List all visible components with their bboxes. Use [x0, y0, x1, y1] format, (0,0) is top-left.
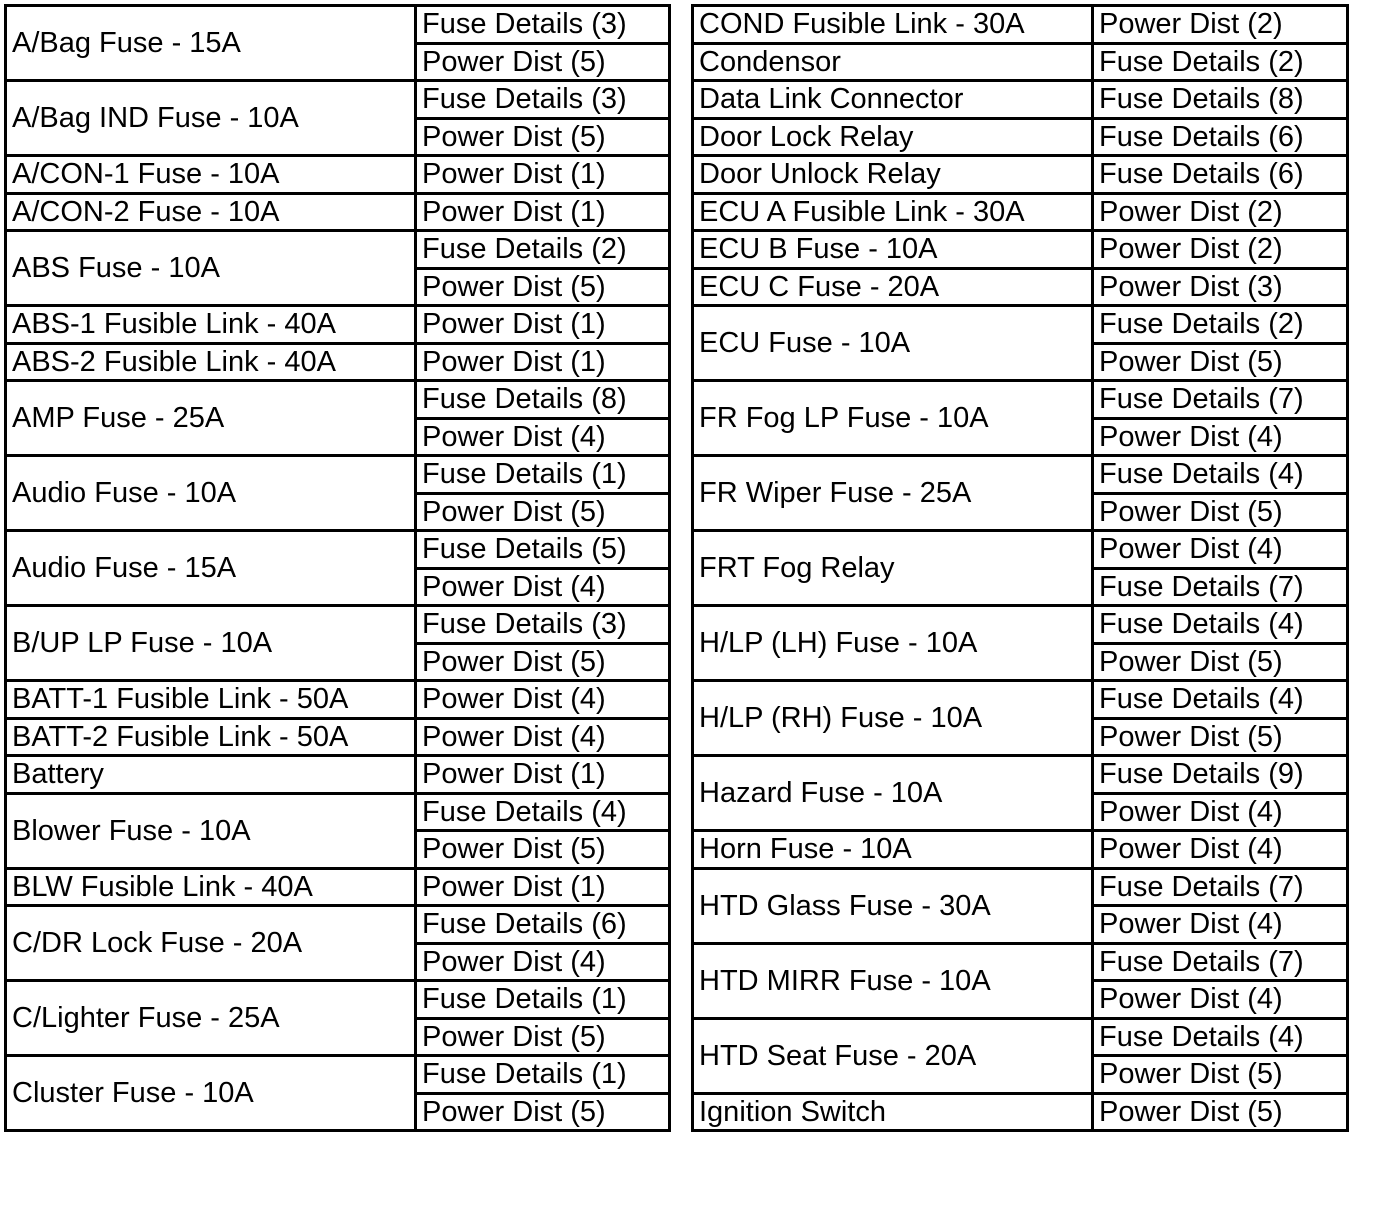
reference-cell: Power Dist (5) [416, 268, 670, 306]
reference-cell: Fuse Details (7) [1093, 381, 1348, 419]
component-name-cell: A/CON-1 Fuse - 10A [6, 156, 416, 194]
table-row [693, 531, 1348, 569]
table-row [693, 193, 1348, 231]
reference-cell: Power Dist (5) [416, 831, 670, 869]
component-name-cell: Door Lock Relay [693, 118, 1093, 156]
component-name-cell: C/DR Lock Fuse - 20A [6, 906, 416, 981]
component-name-cell: Battery [6, 756, 416, 794]
reference-cell: Fuse Details (6) [416, 906, 670, 944]
reference-cell: Power Dist (4) [1093, 793, 1348, 831]
component-name-cell: Door Unlock Relay [693, 156, 1093, 194]
reference-cell: Power Dist (2) [1093, 231, 1348, 269]
table-row [6, 981, 670, 1019]
component-name-cell: B/UP LP Fuse - 10A [6, 606, 416, 681]
table-row [6, 381, 670, 419]
table-row [6, 156, 670, 194]
table-row [6, 606, 670, 644]
reference-cell: Power Dist (3) [1093, 268, 1348, 306]
reference-cell: Power Dist (4) [1093, 981, 1348, 1019]
reference-cell: Fuse Details (2) [416, 231, 670, 269]
component-name-cell: Blower Fuse - 10A [6, 793, 416, 868]
table-row [693, 156, 1348, 194]
reference-cell: Fuse Details (7) [1093, 868, 1348, 906]
table-body [6, 6, 670, 1131]
reference-cell: Power Dist (1) [416, 756, 670, 794]
table-row [693, 81, 1348, 119]
component-name-cell: BATT-1 Fusible Link - 50A [6, 681, 416, 719]
table-row [6, 6, 670, 44]
table-row [6, 81, 670, 119]
reference-cell: Fuse Details (4) [1093, 1018, 1348, 1056]
table-row [693, 756, 1348, 794]
table-row [693, 456, 1348, 494]
component-name-cell: A/Bag IND Fuse - 10A [6, 81, 416, 156]
reference-cell: Power Dist (1) [416, 156, 670, 194]
reference-cell: Power Dist (5) [416, 43, 670, 81]
table-row [6, 1056, 670, 1094]
reference-cell: Fuse Details (9) [1093, 756, 1348, 794]
component-index-table-left [4, 4, 671, 1132]
component-name-cell: Audio Fuse - 10A [6, 456, 416, 531]
reference-cell: Fuse Details (1) [416, 1056, 670, 1094]
reference-cell: Fuse Details (8) [1093, 81, 1348, 119]
table-row [6, 193, 670, 231]
component-name-cell: ABS-1 Fusible Link - 40A [6, 306, 416, 344]
table-row [693, 1093, 1348, 1131]
component-name-cell: FR Wiper Fuse - 25A [693, 456, 1093, 531]
table-row [693, 1018, 1348, 1056]
table-row [6, 231, 670, 269]
reference-cell: Power Dist (4) [1093, 831, 1348, 869]
reference-cell: Power Dist (4) [416, 418, 670, 456]
reference-cell: Fuse Details (6) [1093, 156, 1348, 194]
reference-cell: Fuse Details (7) [1093, 943, 1348, 981]
table-row [693, 231, 1348, 269]
component-name-cell: H/LP (LH) Fuse - 10A [693, 606, 1093, 681]
table-row [693, 306, 1348, 344]
reference-cell: Power Dist (4) [1093, 906, 1348, 944]
reference-cell: Power Dist (1) [416, 306, 670, 344]
reference-cell: Fuse Details (8) [416, 381, 670, 419]
reference-cell: Power Dist (2) [1093, 6, 1348, 44]
component-index-table-right [691, 4, 1349, 1132]
reference-cell: Power Dist (5) [416, 493, 670, 531]
table-row [693, 268, 1348, 306]
reference-cell: Power Dist (5) [1093, 1093, 1348, 1131]
table-row [6, 756, 670, 794]
reference-cell: Fuse Details (3) [416, 606, 670, 644]
component-name-cell: BATT-2 Fusible Link - 50A [6, 718, 416, 756]
reference-cell: Power Dist (1) [416, 343, 670, 381]
table-row [693, 118, 1348, 156]
reference-cell: Power Dist (5) [416, 1018, 670, 1056]
reference-cell: Power Dist (5) [1093, 343, 1348, 381]
table-row [693, 868, 1348, 906]
component-name-cell: COND Fusible Link - 30A [693, 6, 1093, 44]
reference-cell: Power Dist (5) [1093, 493, 1348, 531]
table-row [693, 681, 1348, 719]
component-name-cell: Ignition Switch [693, 1093, 1093, 1131]
table-body [693, 6, 1348, 1131]
table-row [693, 381, 1348, 419]
reference-cell: Power Dist (5) [1093, 643, 1348, 681]
table-row [6, 906, 670, 944]
component-name-cell: Hazard Fuse - 10A [693, 756, 1093, 831]
component-name-cell: A/CON-2 Fuse - 10A [6, 193, 416, 231]
component-name-cell: ABS-2 Fusible Link - 40A [6, 343, 416, 381]
reference-cell: Power Dist (5) [416, 118, 670, 156]
reference-cell: Fuse Details (6) [1093, 118, 1348, 156]
reference-cell: Fuse Details (3) [416, 6, 670, 44]
component-name-cell: HTD MIRR Fuse - 10A [693, 943, 1093, 1018]
component-name-cell: Audio Fuse - 15A [6, 531, 416, 606]
reference-cell: Power Dist (1) [416, 868, 670, 906]
reference-cell: Power Dist (4) [416, 718, 670, 756]
component-name-cell: ECU B Fuse - 10A [693, 231, 1093, 269]
reference-cell: Fuse Details (4) [1093, 681, 1348, 719]
component-name-cell: Horn Fuse - 10A [693, 831, 1093, 869]
table-row [6, 343, 670, 381]
reference-cell: Fuse Details (2) [1093, 306, 1348, 344]
component-name-cell: A/Bag Fuse - 15A [6, 6, 416, 81]
table-row [6, 868, 670, 906]
component-name-cell: ECU C Fuse - 20A [693, 268, 1093, 306]
reference-cell: Power Dist (5) [416, 1093, 670, 1131]
table-row [693, 43, 1348, 81]
component-name-cell: ECU Fuse - 10A [693, 306, 1093, 381]
component-name-cell: FR Fog LP Fuse - 10A [693, 381, 1093, 456]
table-row [6, 306, 670, 344]
reference-cell: Power Dist (5) [416, 643, 670, 681]
reference-cell: Fuse Details (4) [1093, 456, 1348, 494]
table-row [693, 606, 1348, 644]
component-name-cell: FRT Fog Relay [693, 531, 1093, 606]
table-row [693, 6, 1348, 44]
component-name-cell: ABS Fuse - 10A [6, 231, 416, 306]
table-row [6, 456, 670, 494]
reference-cell: Power Dist (2) [1093, 193, 1348, 231]
component-name-cell: Condensor [693, 43, 1093, 81]
reference-cell: Power Dist (1) [416, 193, 670, 231]
component-name-cell: HTD Seat Fuse - 20A [693, 1018, 1093, 1093]
reference-cell: Fuse Details (1) [416, 981, 670, 1019]
reference-cell: Power Dist (5) [1093, 718, 1348, 756]
component-name-cell: Cluster Fuse - 10A [6, 1056, 416, 1131]
reference-cell: Power Dist (4) [416, 943, 670, 981]
reference-cell: Fuse Details (4) [416, 793, 670, 831]
table-row [6, 718, 670, 756]
reference-cell: Fuse Details (7) [1093, 568, 1348, 606]
reference-cell: Power Dist (5) [1093, 1056, 1348, 1094]
reference-cell: Fuse Details (5) [416, 531, 670, 569]
component-name-cell: H/LP (RH) Fuse - 10A [693, 681, 1093, 756]
component-name-cell: Data Link Connector [693, 81, 1093, 119]
component-name-cell: HTD Glass Fuse - 30A [693, 868, 1093, 943]
reference-cell: Power Dist (4) [1093, 418, 1348, 456]
reference-cell: Fuse Details (3) [416, 81, 670, 119]
component-name-cell: C/Lighter Fuse - 25A [6, 981, 416, 1056]
table-row [6, 793, 670, 831]
reference-cell: Fuse Details (2) [1093, 43, 1348, 81]
reference-cell: Power Dist (4) [416, 681, 670, 719]
table-row [6, 681, 670, 719]
reference-cell: Power Dist (4) [1093, 531, 1348, 569]
component-name-cell: AMP Fuse - 25A [6, 381, 416, 456]
table-row [693, 943, 1348, 981]
table-row [6, 531, 670, 569]
component-name-cell: ECU A Fusible Link - 30A [693, 193, 1093, 231]
table-row [693, 831, 1348, 869]
component-name-cell: BLW Fusible Link - 40A [6, 868, 416, 906]
reference-cell: Fuse Details (4) [1093, 606, 1348, 644]
reference-cell: Power Dist (4) [416, 568, 670, 606]
reference-cell: Fuse Details (1) [416, 456, 670, 494]
